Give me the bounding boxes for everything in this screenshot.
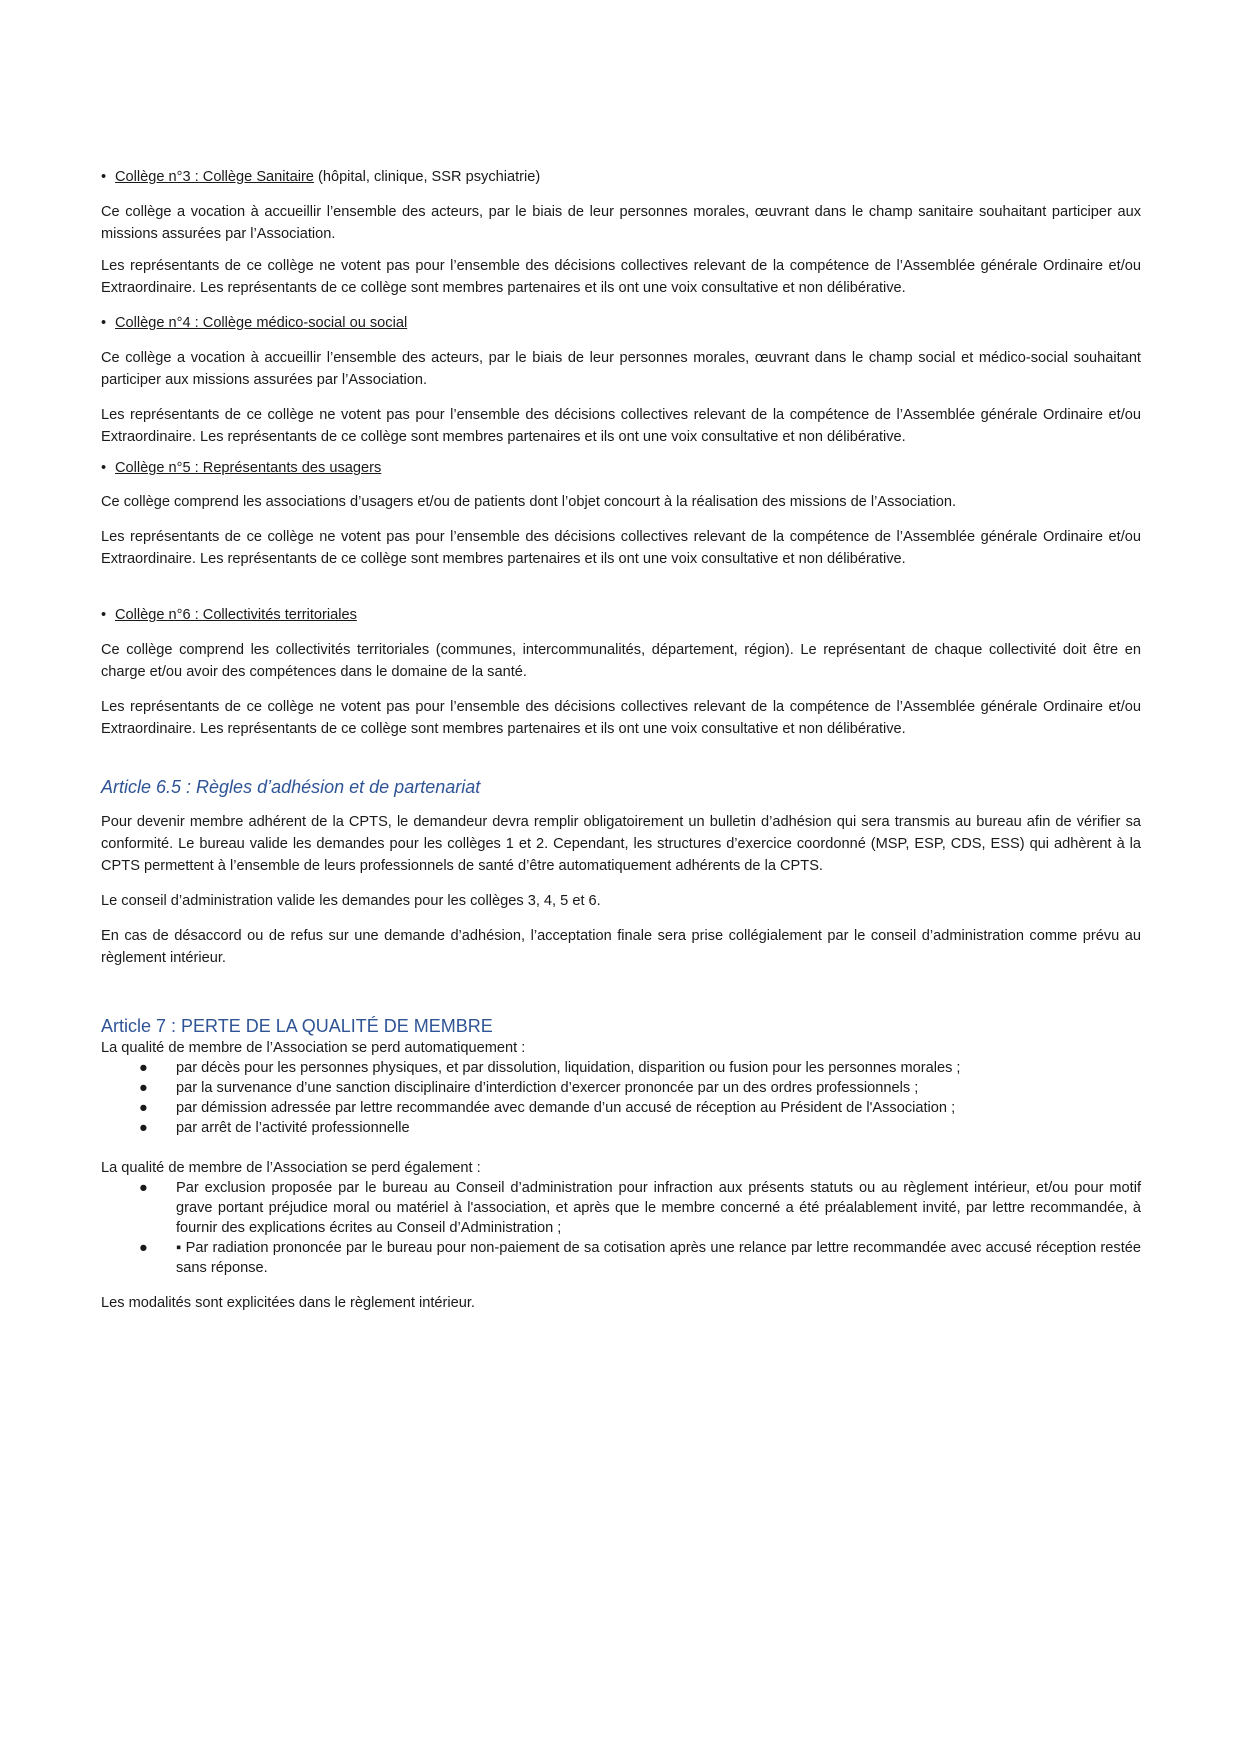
college5-paragraph-1: Ce collège comprend les associations d’usagers et/ou de patients dont l’objet concourt à la réalisation des missions de l’Association. — [101, 494, 957, 510]
college6-paragraph-2: Les représentants de ce collège ne votent pas pour l’ensemble des décisions collectives relevant de la compétence de l’Assemblée générale Ordinaire et/ou Extraordinaire. Les représentants de ce collège sont membres partenaires et ils ont une voix consultative et non délibérative. — [101, 699, 1141, 737]
college4-paragraph-2: Les représentants de ce collège ne votent pas pour l’ensemble des décisions collectives relevant de la compétence de l’Assemblée générale Ordinaire et/ou Extraordinaire. Les représentants de ce collège sont membres partenaires et ils ont une voix consultative et non délibérative. — [101, 407, 1141, 445]
college3-title: Collège n°3 : Collège Sanitaire — [115, 169, 314, 185]
article-6-5-paragraph-2: Le conseil d’administration valide les demandes pour les collèges 3, 4, 5 et 6. — [101, 893, 601, 909]
bullet-icon: ● — [139, 1100, 148, 1116]
article-7-intro-1: La qualité de membre de l’Association se perd automatiquement : — [101, 1040, 526, 1056]
college4-heading — [101, 312, 1141, 334]
article-7-list-1 — [101, 1058, 1141, 1138]
article-6-5-paragraph-3: En cas de désaccord ou de refus sur une demande d’adhésion, l’acceptation finale sera prise collégialement par le conseil d’administration comme prévu au règlement intérieur. — [101, 928, 1141, 966]
college3-heading — [101, 166, 1141, 188]
college3-paragraph-1: Ce collège a vocation à accueillir l’ensemble des acteurs, par le biais de leur personnes morales, œuvrant dans le champ sanitaire souhaitant participer aux missions assurées par l’Association. — [101, 204, 1141, 242]
article-6-5-paragraph-1: Pour devenir membre adhérent de la CPTS, le demandeur devra remplir obligatoirement un bulletin d’adhésion qui sera transmis au bureau afin de vérifier sa conformité. Le bureau valide les demandes pour les collèges 1 et 2. Cependant, les structures d’exercice coordonné (MSP, ESP, CDS, ESS) qui adhèrent à la CPTS permettent à l’ensemble de leurs professionnels de santé d’être automatiquement adhérents de la CPTS. — [101, 814, 1141, 874]
list-item-text: ▪ Par radiation prononcée par le bureau pour non-paiement de sa cotisation après une relance par lettre recommandée avec accusé réception restée sans réponse. — [176, 1240, 1141, 1276]
bullet-icon: ● — [139, 1120, 148, 1136]
college3-paragraph-2: Les représentants de ce collège ne votent pas pour l’ensemble des décisions collectives relevant de la compétence de l’Assemblée générale Ordinaire et/ou Extraordinaire. Les représentants de ce collège sont membres partenaires et ils ont une voix consultative et non délibérative. — [101, 258, 1141, 296]
list-item — [101, 1238, 1141, 1278]
bullet-icon: • — [101, 460, 107, 476]
list-item — [101, 1078, 1141, 1098]
bullet-icon: ● — [139, 1080, 148, 1096]
article-6-5-heading: Article 6.5 : Règles d’adhésion et de partenariat — [101, 777, 481, 797]
list-item-text: Par exclusion proposée par le bureau au Conseil d’administration pour infraction aux présents statuts ou au règlement intérieur, et/ou pour motif grave portant préjudice moral ou matériel à l'association, et après que le membre concerné a été préalablement invité, par lettre recommandée, à fournir des explications écrites au Conseil d’Administration ; — [176, 1180, 1141, 1236]
college6-title: Collège n°6 : Collectivités territoriales — [115, 607, 357, 623]
college6-heading — [101, 604, 1141, 626]
bullet-icon: ● — [139, 1180, 148, 1196]
list-item-text: par la survenance d’une sanction disciplinaire d’interdiction d’exercer prononcée par un des ordres professionnels ; — [176, 1080, 919, 1096]
college6-paragraph-1: Ce collège comprend les collectivités territoriales (communes, intercommunalités, département, région). Le représentant de chaque collectivité doit être en charge et/ou avoir des compétences dans le domaine de la santé. — [101, 642, 1141, 680]
bullet-icon: ● — [139, 1060, 148, 1076]
list-item — [101, 1098, 1141, 1118]
bullet-icon: ● — [139, 1240, 148, 1256]
list-item — [101, 1058, 1141, 1078]
article-7-heading: Article 7 : PERTE DE LA QUALITÉ DE MEMBRE — [101, 1016, 493, 1036]
college3-title-suffix: (hôpital, clinique, SSR psychiatrie) — [313, 169, 541, 185]
list-item-text: par démission adressée par lettre recommandée avec demande d’un accusé de réception au Président de l'Association ; — [176, 1100, 956, 1116]
article-7-intro-2: La qualité de membre de l’Association se perd également : — [101, 1160, 481, 1176]
college5-paragraph-2: Les représentants de ce collège ne votent pas pour l’ensemble des décisions collectives relevant de la compétence de l’Assemblée générale Ordinaire et/ou Extraordinaire. Les représentants de ce collège sont membres partenaires et ils ont une voix consultative et non délibérative. — [101, 529, 1141, 567]
bullet-icon: • — [101, 607, 107, 623]
list-item-text: par décès pour les personnes physiques, et par dissolution, liquidation, disparition ou fusion pour les personnes morales ; — [176, 1060, 961, 1076]
list-item — [101, 1178, 1141, 1238]
college5-title: Collège n°5 : Représentants des usagers — [115, 460, 382, 476]
bullet-icon: • — [101, 169, 107, 185]
article-7-closing: Les modalités sont explicitées dans le règlement intérieur. — [101, 1295, 475, 1311]
bullet-icon: • — [101, 315, 107, 331]
article-7-list-2 — [101, 1178, 1141, 1278]
page-content — [101, 166, 1141, 1314]
college4-paragraph-1: Ce collège a vocation à accueillir l’ensemble des acteurs, par le biais de leur personnes morales, œuvrant dans le champ social et médico-social souhaitant participer aux missions assurées par l’Association. — [101, 350, 1141, 388]
college5-heading — [101, 457, 1141, 479]
list-item-text: par arrêt de l’activité professionnelle — [176, 1120, 410, 1136]
list-item — [101, 1118, 1141, 1138]
college4-title: Collège n°4 : Collège médico-social ou social — [115, 315, 408, 331]
